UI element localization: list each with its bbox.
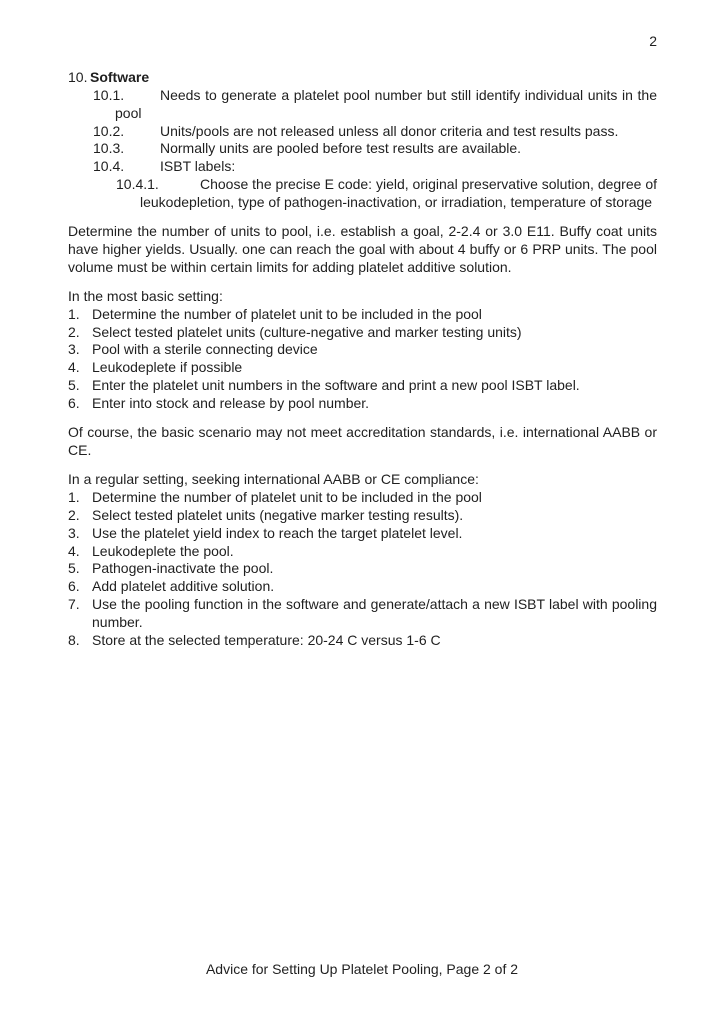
outline-item-10-4-1 bbox=[68, 176, 657, 212]
step-text: Determine the number of platelet unit to be included in the pool bbox=[92, 488, 482, 505]
basic-step-1 bbox=[68, 306, 657, 324]
caveat-paragraph: Of course, the basic scenario may not meet accreditation standards, i.e. international AABB or CE. bbox=[68, 424, 657, 459]
page-footer: Advice for Setting Up Platelet Pooling, Page 2 of 2 bbox=[205, 961, 519, 977]
outline-item-text: Normally units are pooled before test results are available. bbox=[160, 140, 522, 157]
step-text: Use the platelet yield index to reach the target platelet level. bbox=[92, 524, 463, 541]
regular-step-4 bbox=[68, 543, 657, 561]
step-text: Leukodeplete if possible bbox=[92, 359, 243, 376]
page-content bbox=[68, 0, 657, 650]
page-number: 2 bbox=[649, 33, 657, 49]
step-text: Add platelet additive solution. bbox=[92, 578, 275, 595]
outline-item-10-2 bbox=[68, 123, 657, 141]
outline-item-number: 10.2. bbox=[93, 122, 125, 139]
basic-setting-heading: In the most basic setting: bbox=[68, 287, 223, 304]
step-number: 7. bbox=[68, 596, 80, 613]
intro-paragraph: Determine the number of units to pool, i.e. establish a goal, 2-2.4 or 3.0 E11. Buffy coat units have higher yields. Usually. one can reach the goal with about 4 buffy or 6 PRP units. The pool volume must be within certain limits for adding platelet additive solution. bbox=[68, 223, 657, 275]
step-number: 6. bbox=[68, 578, 80, 595]
step-text: Leukodeplete the pool. bbox=[92, 542, 234, 559]
outline-item-text: Needs to generate a platelet pool number but still identify individual units in the pool bbox=[115, 86, 657, 121]
step-number: 1. bbox=[68, 488, 80, 505]
step-number: 1. bbox=[68, 305, 80, 322]
regular-step-2 bbox=[68, 507, 657, 525]
step-text: Enter into stock and release by pool number. bbox=[92, 395, 370, 412]
basic-step-6 bbox=[68, 395, 657, 413]
step-text: Select tested platelet units (negative marker testing results). bbox=[92, 506, 464, 523]
step-number: 4. bbox=[68, 359, 80, 376]
regular-step-6 bbox=[68, 578, 657, 596]
step-number: 3. bbox=[68, 524, 80, 541]
basic-step-2 bbox=[68, 324, 657, 342]
regular-step-5 bbox=[68, 560, 657, 578]
outline-item-text: ISBT labels: bbox=[160, 158, 236, 175]
outline-item-number: 10.3. bbox=[93, 140, 125, 157]
step-text: Select tested platelet units (culture-negative and marker testing units) bbox=[92, 323, 522, 340]
step-number: 5. bbox=[68, 560, 80, 577]
outline-item-text: Units/pools are not released unless all donor criteria and test results pass. bbox=[160, 122, 619, 139]
section-number: 10. bbox=[68, 68, 88, 85]
step-text: Use the pooling function in the software and generate/attach a new ISBT label with pooling number. bbox=[92, 596, 657, 631]
outline-item-number: 10.1. bbox=[93, 86, 125, 103]
step-text: Store at the selected temperature: 20-24 C versus 1-6 C bbox=[92, 632, 441, 649]
regular-step-3 bbox=[68, 525, 657, 543]
outline-item-10-3 bbox=[68, 140, 657, 158]
step-number: 2. bbox=[68, 506, 80, 523]
outline-item-10-4 bbox=[68, 158, 657, 176]
outline-item-text: Choose the precise E code: yield, original preservative solution, degree of leukodepletion, type of pathogen-inactivation, or irradiation, temperature of storage bbox=[140, 176, 657, 211]
basic-step-4 bbox=[68, 359, 657, 377]
regular-setting-heading: In a regular setting, seeking international AABB or CE compliance: bbox=[68, 470, 479, 487]
step-number: 3. bbox=[68, 341, 80, 358]
outline-item-number: 10.4. bbox=[93, 158, 125, 175]
basic-step-3 bbox=[68, 341, 657, 359]
basic-step-5 bbox=[68, 377, 657, 395]
regular-step-7 bbox=[68, 596, 657, 632]
step-text: Pathogen-inactivate the pool. bbox=[92, 560, 274, 577]
step-text: Pool with a sterile connecting device bbox=[92, 341, 318, 358]
step-number: 6. bbox=[68, 395, 80, 412]
step-number: 4. bbox=[68, 542, 80, 559]
outline-item-10-1 bbox=[68, 87, 657, 123]
step-text: Enter the platelet unit numbers in the software and print a new pool ISBT label. bbox=[92, 377, 580, 394]
section-title: Software bbox=[90, 68, 150, 85]
section-heading bbox=[68, 69, 657, 87]
regular-step-1 bbox=[68, 489, 657, 507]
step-number: 5. bbox=[68, 377, 80, 394]
outline-item-number: 10.4.1. bbox=[116, 176, 159, 193]
step-number: 2. bbox=[68, 323, 80, 340]
step-number: 8. bbox=[68, 632, 80, 649]
regular-step-8 bbox=[68, 632, 657, 650]
step-text: Determine the number of platelet unit to be included in the pool bbox=[92, 305, 482, 322]
